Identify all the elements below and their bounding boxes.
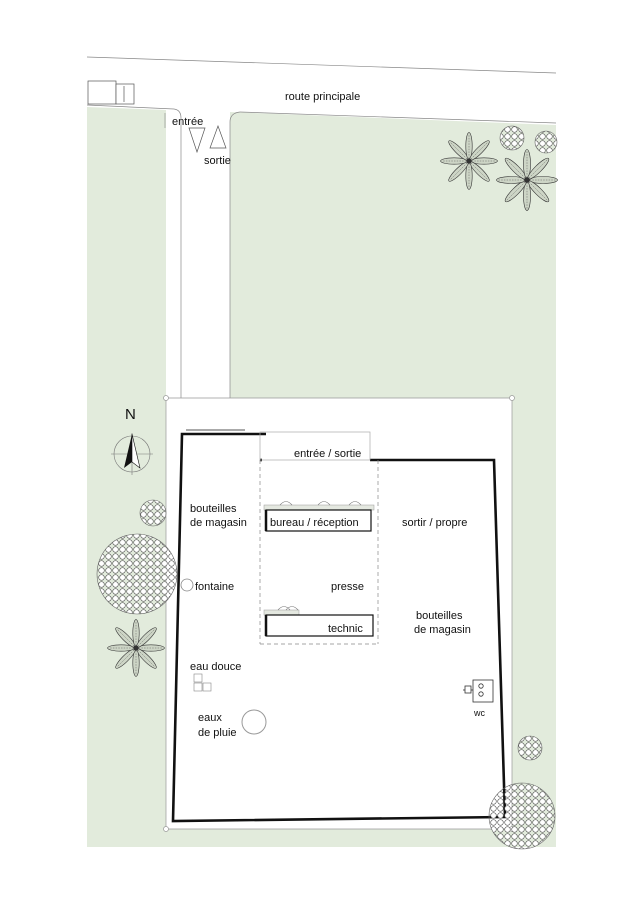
- wc-label: wc: [474, 708, 485, 718]
- north-label: N: [125, 406, 136, 423]
- tree-icon: [441, 133, 498, 190]
- shrub-icon: [140, 500, 166, 526]
- exit-label: sortie: [204, 155, 231, 167]
- triangle-up-icon: [210, 126, 226, 148]
- entrance-label: entrée: [172, 116, 204, 128]
- road-label: route principale: [285, 91, 361, 103]
- rainwater-tank-icon: [242, 710, 266, 734]
- entrance-exit-label: entrée / sortie: [294, 448, 362, 460]
- truck-icon: [88, 81, 134, 104]
- office-label: bureau / réception: [270, 517, 359, 529]
- rain-water-label-1: eaux: [198, 712, 222, 724]
- store-bottles-2-label-2: de magasin: [414, 624, 471, 636]
- store-bottles-2-label-1: bouteilles: [416, 610, 463, 622]
- press-label: presse: [331, 581, 365, 593]
- rain-water-label-2: de pluie: [198, 727, 237, 739]
- shrub-icon: [535, 131, 557, 153]
- tree-icon: [108, 620, 165, 677]
- shrub-icon: [518, 736, 542, 760]
- fountain-label: fontaine: [195, 581, 235, 593]
- tree-icon: [497, 150, 558, 211]
- shrub-icon: [489, 783, 555, 849]
- technic-label: technic: [328, 623, 363, 635]
- fountain-icon: [181, 579, 193, 591]
- store-bottles-label-2: de magasin: [190, 517, 247, 529]
- clean-exit-label: sortir / propre: [402, 517, 468, 529]
- triangle-down-icon: [189, 128, 205, 152]
- store-bottles-label-1: bouteilles: [190, 503, 237, 515]
- fresh-water-label: eau douce: [190, 661, 242, 673]
- shrub-icon: [500, 126, 524, 150]
- shrub-icon: [97, 534, 177, 614]
